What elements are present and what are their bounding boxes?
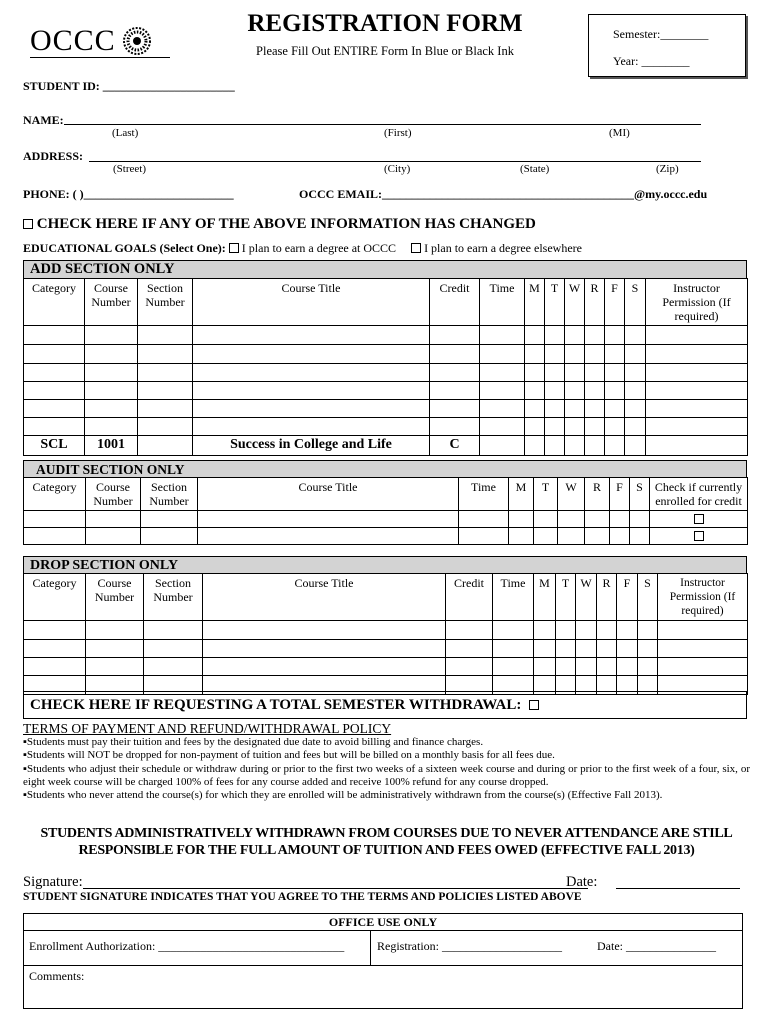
semester-box [588,14,746,77]
enrolled-checkbox[interactable] [694,531,704,541]
address-label: ADDRESS: [23,149,84,163]
col-s: S [630,478,650,511]
enrolled-checkbox[interactable] [694,514,704,524]
date-field[interactable] [616,888,740,889]
col-f: F [617,574,638,621]
audit-section-table [23,477,748,545]
table-row[interactable] [24,511,748,528]
terms-section [23,722,750,802]
attendance-warning [23,825,750,859]
semester-field[interactable]: Semester:________ [613,27,709,41]
col-enrolled-for-credit: Check if currently enrolled for credit [650,478,748,511]
comments-label: Comments: [29,969,85,983]
phone-field[interactable]: PHONE: ( )_________________________ [23,187,234,201]
col-time: Time [480,279,525,326]
col-t: T [556,574,576,621]
enrollment-authorization-field[interactable]: Enrollment Authorization: _______________________________ [29,939,345,953]
add-section-table [23,278,748,456]
logo-text: OCCC [30,24,116,57]
audit-header-row [24,478,748,511]
terms-item: ▪Students must pay their tuition and fees by the designated due date to avoid billing and finance charges. [23,736,484,749]
name-label: NAME: [23,113,64,127]
info-changed-check[interactable] [23,216,536,233]
table-row[interactable] [24,658,748,676]
address-sub-zip: (Zip) [656,163,679,175]
table-row[interactable] [24,400,748,418]
col-time: Time [459,478,509,511]
col-t: T [534,478,558,511]
address-field[interactable] [89,161,701,162]
year-field[interactable]: Year: ________ [613,54,690,68]
col-course-number: Course Number [86,574,144,621]
office-use-title: OFFICE USE ONLY [24,914,742,931]
add-section-header: ADD SECTION ONLY [23,260,747,279]
goal-elsewhere-label: I plan to earn a degree elsewhere [424,241,582,255]
address-sub-city: (City) [384,163,411,175]
warning-line-1: STUDENTS ADMINISTRATIVELY WITHDRAWN FROM COURSES DUE TO NEVER ATTENDANCE ARE STILL [40,826,733,841]
drop-section-table [23,573,748,695]
col-m: M [534,574,556,621]
col-m: M [509,478,534,511]
col-instructor-permission: Instructor Permission (If required) [646,279,748,326]
col-course-title: Course Title [198,478,459,511]
col-category: Category [24,478,86,511]
address-sub-state: (State) [520,163,550,175]
terms-title: TERMS OF PAYMENT AND REFUND/WITHDRAWAL POLICY [23,721,392,736]
address-sub-street: (Street) [113,163,146,175]
goal-elsewhere-checkbox[interactable] [411,243,421,253]
prefilled-course-title: Success in College and Life [193,436,430,456]
col-w: W [565,279,585,326]
col-m: M [525,279,545,326]
withdrawal-checkbox[interactable] [529,700,539,710]
col-course-title: Course Title [193,279,430,326]
col-s: S [625,279,646,326]
withdrawal-label: CHECK HERE IF REQUESTING A TOTAL SEMESTER WITHDRAWAL: [30,697,522,713]
goal-occc-label: I plan to earn a degree at OCCC [241,241,397,255]
col-f: F [610,478,630,511]
form-title: REGISTRATION FORM [247,10,523,37]
col-category: Category [24,279,85,326]
col-credit: Credit [430,279,480,326]
office-date-field[interactable]: Date: _______________ [597,939,716,953]
goals-label: EDUCATIONAL GOALS (Select One): [23,241,226,255]
col-w: W [576,574,597,621]
name-sub-mi: (MI) [609,127,630,139]
col-section-number: Section Number [138,279,193,326]
checkbox-icon[interactable] [23,219,33,229]
col-category: Category [24,574,86,621]
registration-field[interactable]: Registration: ____________________ [377,939,562,953]
terms-item: ▪Students who adjust their schedule or withdraw during or prior to the first two weeks of a sixteen week course and during or prior to the first week of a four, six, or eight week course will be charged 100% of fees for any course added and receive 100% refund for any course dropped. [23,762,750,788]
drop-section-header: DROP SECTION ONLY [23,556,747,574]
date-label: Date: [566,874,598,890]
signature-label: Signature: [23,874,83,890]
withdrawal-check[interactable] [30,697,539,714]
audit-section-header: AUDIT SECTION ONLY [23,460,747,478]
col-course-number: Course Number [86,478,141,511]
table-row[interactable] [24,418,748,436]
table-row[interactable] [24,640,748,658]
drop-header-row [24,574,748,621]
col-instructor-permission: Instructor Permission (If required) [658,574,748,621]
add-header-row [24,279,748,326]
col-w: W [558,478,585,511]
table-row[interactable] [24,364,748,382]
col-t: T [545,279,565,326]
form-subtitle: Please Fill Out ENTIRE Form In Blue or Black Ink [256,44,514,58]
table-row[interactable] [24,345,748,364]
signature-note: STUDENT SIGNATURE INDICATES THAT YOU AGREE TO THE TERMS AND POLICIES LISTED ABOVE [23,891,582,903]
name-field[interactable] [64,124,701,125]
name-sub-last: (Last) [112,127,139,139]
col-section-number: Section Number [141,478,198,511]
info-changed-label: CHECK HERE IF ANY OF THE ABOVE INFORMATION HAS CHANGED [36,216,536,232]
col-time: Time [493,574,534,621]
col-s: S [638,574,658,621]
col-section-number: Section Number [144,574,203,621]
col-r: R [597,574,617,621]
col-f: F [605,279,625,326]
table-row[interactable] [24,621,748,640]
signature-field[interactable] [83,888,588,889]
col-r: R [585,478,610,511]
name-sub-first: (First) [384,127,412,139]
sunburst-icon [122,26,152,56]
email-field[interactable]: OCCC EMAIL:__________________________________________@my.occc.edu [299,187,708,201]
table-row[interactable] [24,326,748,345]
prefilled-course-number: 1001 [85,436,138,456]
prefilled-category: SCL [24,436,85,456]
prefilled-row[interactable] [24,436,748,456]
col-course-number: Course Number [85,279,138,326]
col-course-title: Course Title [203,574,446,621]
table-row[interactable] [24,382,748,400]
educational-goals [23,241,582,256]
occc-logo [30,22,170,62]
signature-row [23,874,750,891]
col-r: R [585,279,605,326]
goal-occc-checkbox[interactable] [229,243,239,253]
warning-line-2: RESPONSIBLE FOR THE FULL AMOUNT OF TUITION AND FEES OWED (EFFECTIVE FALL 2013) [78,843,695,858]
terms-item: ▪Students will NOT be dropped for non-payment of tuition and fees but will be billed on a monthly basis for all fees due. [23,749,555,762]
terms-item: ▪Students who never attend the course(s) for which they are enrolled will be administratively withdrawn from the course(s) (Effective Fall 2013). [23,789,663,802]
office-use-box [23,913,743,1009]
prefilled-credit: C [430,436,480,456]
table-row[interactable] [24,528,748,545]
col-credit: Credit [446,574,493,621]
student-id-field[interactable]: STUDENT ID: ______________________ [23,79,235,93]
